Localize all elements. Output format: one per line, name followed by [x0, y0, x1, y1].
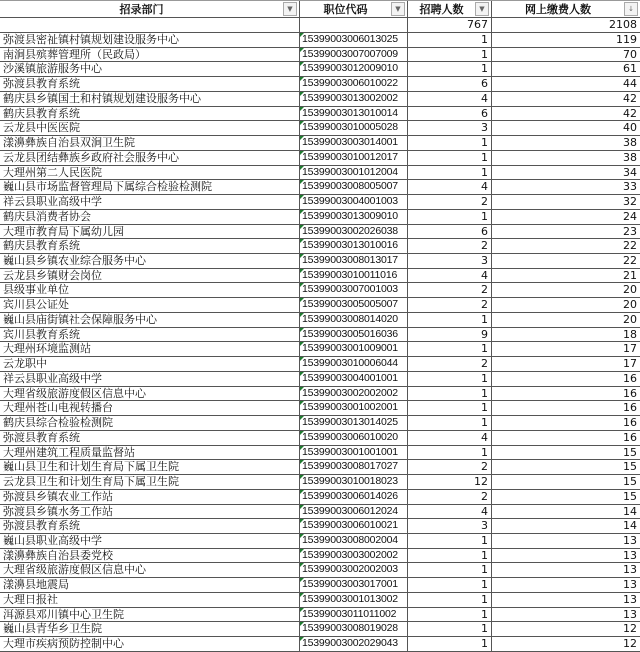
cell-dept[interactable]: 鹤庆县乡镇国土和村镇规划建设服务中心	[0, 92, 300, 106]
cell-paid[interactable]: 42	[623, 106, 637, 120]
table-row	[0, 578, 640, 593]
cell-dept[interactable]: 云龙县乡镇财会岗位	[0, 269, 300, 283]
cell-code[interactable]: 15399003008019028	[300, 622, 408, 636]
table-row	[0, 180, 640, 195]
table-row	[0, 151, 640, 166]
cell-paid[interactable]: 40	[623, 121, 637, 135]
cell-paid[interactable]: 14	[623, 504, 637, 518]
cell-code[interactable]: 15399003013010014	[300, 107, 408, 121]
cell-code[interactable]: 15399003006012024	[300, 505, 408, 519]
cell-paid[interactable]: 15	[623, 489, 637, 503]
cell-dept[interactable]: 云龙职中	[0, 357, 300, 371]
cell-code[interactable]: 15399003010006044	[300, 357, 408, 371]
cell-paid[interactable]: 23	[623, 224, 637, 238]
cell-paid[interactable]: 13	[623, 563, 637, 577]
table-row	[0, 622, 640, 637]
cell-dept[interactable]: 鹤庆县消费者协会	[0, 210, 300, 224]
cell-paid[interactable]: 24	[623, 209, 637, 223]
cell-code[interactable]: 15399003002029043	[300, 637, 408, 651]
cell-code[interactable]: 15399003006014026	[300, 490, 408, 504]
cell-code[interactable]: 15399003010011016	[300, 269, 408, 283]
cell-hire[interactable]: 4	[408, 269, 492, 283]
cell-paid[interactable]: 15	[623, 460, 637, 474]
cell-paid[interactable]: 16	[623, 371, 637, 385]
cell-paid[interactable]: 17	[623, 342, 637, 356]
cell-dept[interactable]: 漾濞县地震局	[0, 578, 300, 592]
table-row	[0, 77, 640, 92]
cell-dept[interactable]: 大理市教育局下属幼儿园	[0, 225, 300, 239]
column-header-hire[interactable]	[408, 1, 492, 17]
cell-dept[interactable]: 弥渡县教育系统	[0, 431, 300, 445]
cell-dept[interactable]: 云龙县团结彝族乡政府社会服务中心	[0, 151, 300, 165]
cell-code[interactable]: 15399003012009010	[300, 62, 408, 76]
cell-hire[interactable]: 2	[408, 195, 492, 209]
cell-hire[interactable]: 2	[408, 460, 492, 474]
cell-dept[interactable]: 巍山县庙街镇社会保障服务中心	[0, 313, 300, 327]
cell-paid[interactable]: 15	[623, 475, 637, 489]
table-row	[0, 387, 640, 402]
cell-hire[interactable]: 1	[408, 313, 492, 327]
cell-paid[interactable]: 34	[623, 165, 637, 179]
cell-code[interactable]: 15399003011011002	[300, 608, 408, 622]
cell-paid[interactable]: 13	[623, 578, 637, 592]
cell-dept[interactable]: 大理州苍山电视转播台	[0, 401, 300, 415]
cell-paid[interactable]: 14	[623, 519, 637, 533]
cell-dept[interactable]: 鹤庆县教育系统	[0, 107, 300, 121]
table-row	[0, 92, 640, 107]
cell-hire[interactable]: 1	[408, 48, 492, 62]
table-row	[0, 563, 640, 578]
cell-hire[interactable]: 2	[408, 298, 492, 312]
cell-hire[interactable]: 1	[408, 593, 492, 607]
cell-dept[interactable]	[0, 18, 300, 32]
cell-code[interactable]: 15399003003002002	[300, 549, 408, 563]
cell-code[interactable]: 15399003008002004	[300, 534, 408, 548]
header-label: 网上缴费人数	[525, 2, 591, 16]
cell-paid[interactable]: 20	[623, 312, 637, 326]
cell-code[interactable]: 15399003001001001	[300, 446, 408, 460]
cell-paid[interactable]: 61	[623, 62, 637, 76]
cell-paid[interactable]: 16	[623, 386, 637, 400]
cell-hire[interactable]: 1	[408, 33, 492, 47]
cell-hire[interactable]: 1	[408, 637, 492, 651]
table-row	[0, 416, 640, 431]
cell-dept[interactable]: 沙溪镇旅游服务中心	[0, 62, 300, 76]
cell-hire[interactable]: 1	[408, 534, 492, 548]
cell-hire[interactable]: 1	[408, 549, 492, 563]
cell-hire[interactable]: 1	[408, 401, 492, 415]
cell-code[interactable]: 15399003001013002	[300, 593, 408, 607]
table-row	[0, 328, 640, 343]
cell-paid[interactable]: 13	[623, 607, 637, 621]
cell-code[interactable]: 15399003005016036	[300, 328, 408, 342]
cell-code[interactable]: 15399003001002001	[300, 401, 408, 415]
cell-paid[interactable]: 15	[623, 445, 637, 459]
cell-hire[interactable]: 6	[408, 77, 492, 91]
cell-dept[interactable]: 弥渡县教育系统	[0, 519, 300, 533]
cell-dept[interactable]: 宾川县公证处	[0, 298, 300, 312]
cell-hire[interactable]: 3	[408, 519, 492, 533]
cell-hire[interactable]: 1	[408, 342, 492, 356]
cell-dept[interactable]: 云龙县中医医院	[0, 121, 300, 135]
cell-dept[interactable]: 漾濞彝族自治县双涧卫生院	[0, 136, 300, 150]
cell-paid[interactable]: 22	[623, 239, 637, 253]
cell-dept[interactable]: 漾濞彝族自治县委党校	[0, 549, 300, 563]
cell-dept[interactable]: 巍山县乡镇农业综合服务中心	[0, 254, 300, 268]
cell-hire[interactable]: 2	[408, 490, 492, 504]
cell-paid[interactable]: 38	[623, 136, 637, 150]
table-row	[0, 475, 640, 490]
cell-code[interactable]: 15399003010018023	[300, 475, 408, 489]
table-row	[0, 283, 640, 298]
cell-code[interactable]: 15399003013014025	[300, 416, 408, 430]
header-label: 招录部门	[119, 2, 164, 16]
cell-paid[interactable]: 18	[623, 327, 637, 341]
cell-dept[interactable]: 大理州环境监测站	[0, 342, 300, 356]
table-row	[0, 593, 640, 608]
cell-hire[interactable]: 1	[408, 416, 492, 430]
cell-code[interactable]: 15399003010005028	[300, 121, 408, 135]
sort-descending-icon[interactable]: ↓	[624, 2, 638, 16]
cell-dept[interactable]: 巍山县卫生和计划生育局下属卫生院	[0, 460, 300, 474]
cell-dept[interactable]: 巍山县市场监督管理局下属综合检验检测院	[0, 180, 300, 194]
table-row	[0, 534, 640, 549]
header-row	[0, 0, 640, 18]
cell-paid[interactable]: 22	[623, 254, 637, 268]
table-row	[0, 357, 640, 372]
cell-dept[interactable]: 县级事业单位	[0, 283, 300, 297]
table-row	[0, 254, 640, 269]
cell-hire[interactable]: 1	[408, 622, 492, 636]
table-row	[0, 269, 640, 284]
cell-dept[interactable]: 巍山县青华乡卫生院	[0, 622, 300, 636]
total-hire[interactable]: 767	[408, 18, 492, 32]
cell-dept[interactable]: 大理州建筑工程质量监督站	[0, 446, 300, 460]
cell-code[interactable]: 15399003008014020	[300, 313, 408, 327]
table-row	[0, 33, 640, 48]
header-label: 招聘人数	[419, 2, 464, 16]
table-row	[0, 166, 640, 181]
cell-hire[interactable]: 9	[408, 328, 492, 342]
cell-hire[interactable]: 3	[408, 121, 492, 135]
cell-dept[interactable]: 云龙县卫生和计划生育局下属卫生院	[0, 475, 300, 489]
cell-hire[interactable]: 4	[408, 431, 492, 445]
cell-paid[interactable]: 16	[623, 416, 637, 430]
cell-dept[interactable]: 宾川县教育系统	[0, 328, 300, 342]
cell-code[interactable]: 15399003008005007	[300, 180, 408, 194]
cell-paid[interactable]: 32	[623, 195, 637, 209]
cell-code[interactable]: 15399003013010016	[300, 239, 408, 253]
cell-hire[interactable]: 1	[408, 446, 492, 460]
column-header-code[interactable]	[300, 1, 408, 17]
cell-dept[interactable]: 弥渡县乡镇农业工作站	[0, 490, 300, 504]
cell-paid[interactable]: 20	[623, 283, 637, 297]
cell-dept[interactable]: 鹤庆县综合检验检测院	[0, 416, 300, 430]
cell-dept[interactable]: 大理日报社	[0, 593, 300, 607]
table-body	[0, 33, 640, 652]
cell-dept[interactable]: 大理州第二人民医院	[0, 166, 300, 180]
table-row	[0, 505, 640, 520]
cell-paid[interactable]: 42	[623, 91, 637, 105]
cell-dept[interactable]: 南涧县殡葬管理所（民政局）	[0, 48, 300, 62]
cell-hire[interactable]: 1	[408, 210, 492, 224]
cell-code[interactable]: 15399003001009001	[300, 342, 408, 356]
cell-hire[interactable]: 1	[408, 372, 492, 386]
cell-hire[interactable]: 1	[408, 166, 492, 180]
cell-code[interactable]: 15399003003017001	[300, 578, 408, 592]
cell-paid[interactable]: 12	[623, 637, 637, 651]
cell-code[interactable]: 15399003006010020	[300, 431, 408, 445]
cell-code[interactable]: 15399003002002003	[300, 563, 408, 577]
cell-hire[interactable]: 1	[408, 62, 492, 76]
cell-code[interactable]: 15399003013009010	[300, 210, 408, 224]
cell-paid[interactable]: 44	[623, 77, 637, 91]
cell-hire[interactable]: 1	[408, 151, 492, 165]
cell-hire[interactable]: 1	[408, 387, 492, 401]
table-row	[0, 637, 640, 652]
cell-dept[interactable]: 祥云县职业高级中学	[0, 372, 300, 386]
cell-dept[interactable]: 巍山县职业高级中学	[0, 534, 300, 548]
cell-hire[interactable]: 4	[408, 180, 492, 194]
cell-code[interactable]: 15399003004001003	[300, 195, 408, 209]
cell-hire[interactable]: 3	[408, 254, 492, 268]
cell-code[interactable]	[300, 18, 408, 32]
cell-paid[interactable]: 33	[623, 180, 637, 194]
table-row	[0, 225, 640, 240]
table-row	[0, 195, 640, 210]
cell-paid[interactable]: 16	[623, 401, 637, 415]
total-paid[interactable]: 2108	[609, 18, 637, 31]
cell-code[interactable]: 15399003002026038	[300, 225, 408, 239]
cell-code[interactable]: 15399003006010021	[300, 519, 408, 533]
cell-dept[interactable]: 祥云县职业高级中学	[0, 195, 300, 209]
cell-paid[interactable]: 119	[616, 33, 637, 46]
table-row	[0, 608, 640, 623]
cell-code[interactable]: 15399003003014001	[300, 136, 408, 150]
cell-code[interactable]: 15399003010012017	[300, 151, 408, 165]
table-row	[0, 446, 640, 461]
table-row	[0, 121, 640, 136]
table-row	[0, 431, 640, 446]
table-row	[0, 136, 640, 151]
cell-paid[interactable]: 13	[623, 592, 637, 606]
cell-dept[interactable]: 大理市疾病预防控制中心	[0, 637, 300, 651]
cell-paid[interactable]: 21	[623, 268, 637, 282]
table-row	[0, 62, 640, 77]
cell-paid[interactable]: 38	[623, 150, 637, 164]
cell-code[interactable]: 15399003007001003	[300, 283, 408, 297]
table-row	[0, 298, 640, 313]
table-row	[0, 401, 640, 416]
cell-hire[interactable]: 1	[408, 136, 492, 150]
cell-hire[interactable]: 1	[408, 578, 492, 592]
cell-code[interactable]: 15399003001012004	[300, 166, 408, 180]
cell-paid[interactable]: 17	[623, 357, 637, 371]
cell-hire[interactable]: 6	[408, 225, 492, 239]
cell-dept[interactable]: 洱源县邓川镇中心卫生院	[0, 608, 300, 622]
cell-dept[interactable]: 大理省级旅游度假区信息中心	[0, 387, 300, 401]
cell-hire[interactable]: 2	[408, 357, 492, 371]
cell-paid[interactable]: 13	[623, 533, 637, 547]
cell-paid[interactable]: 70	[623, 47, 637, 61]
cell-paid[interactable]: 12	[623, 622, 637, 636]
cell-hire[interactable]: 4	[408, 92, 492, 106]
table-row	[0, 490, 640, 505]
cell-hire[interactable]: 6	[408, 107, 492, 121]
cell-code[interactable]: 15399003002002002	[300, 387, 408, 401]
cell-dept[interactable]: 鹤庆县教育系统	[0, 239, 300, 253]
cell-hire[interactable]: 4	[408, 505, 492, 519]
table-row	[0, 342, 640, 357]
cell-hire[interactable]: 2	[408, 283, 492, 297]
table-row	[0, 313, 640, 328]
filter-dropdown-icon[interactable]: ▼	[391, 2, 405, 16]
table-row	[0, 239, 640, 254]
cell-code[interactable]: 15399003004001001	[300, 372, 408, 386]
cell-code[interactable]: 15399003005005007	[300, 298, 408, 312]
cell-code[interactable]: 15399003006010022	[300, 77, 408, 91]
table-row	[0, 372, 640, 387]
table-row	[0, 460, 640, 475]
cell-hire[interactable]: 1	[408, 563, 492, 577]
table-row	[0, 549, 640, 564]
column-header-dept[interactable]	[0, 1, 300, 17]
header-label: 职位代码	[323, 2, 368, 16]
cell-hire[interactable]: 2	[408, 239, 492, 253]
cell-paid[interactable]: 13	[623, 548, 637, 562]
table-row	[0, 210, 640, 225]
table-row	[0, 48, 640, 63]
cell-code[interactable]: 15399003008017027	[300, 460, 408, 474]
cell-code[interactable]: 15399003008013017	[300, 254, 408, 268]
table-row	[0, 519, 640, 534]
cell-paid[interactable]: 16	[623, 430, 637, 444]
filter-dropdown-icon[interactable]: ▼	[475, 2, 489, 16]
cell-dept[interactable]: 弥渡县教育系统	[0, 77, 300, 91]
cell-code[interactable]: 15399003006013025	[300, 33, 408, 47]
cell-code[interactable]: 15399003007007009	[300, 48, 408, 62]
cell-dept[interactable]: 大理省级旅游度假区信息中心	[0, 563, 300, 577]
cell-dept[interactable]: 弥渡县密祉镇村镇规划建设服务中心	[0, 33, 300, 47]
cell-code[interactable]: 15399003013002002	[300, 92, 408, 106]
filter-dropdown-icon[interactable]: ▼	[283, 2, 297, 16]
table-row	[0, 107, 640, 122]
column-header-paid[interactable]	[492, 1, 640, 17]
cell-hire[interactable]: 1	[408, 608, 492, 622]
totals-row	[0, 18, 640, 33]
cell-hire[interactable]: 12	[408, 475, 492, 489]
cell-dept[interactable]: 弥渡县乡镇水务工作站	[0, 505, 300, 519]
cell-paid[interactable]: 20	[623, 298, 637, 312]
